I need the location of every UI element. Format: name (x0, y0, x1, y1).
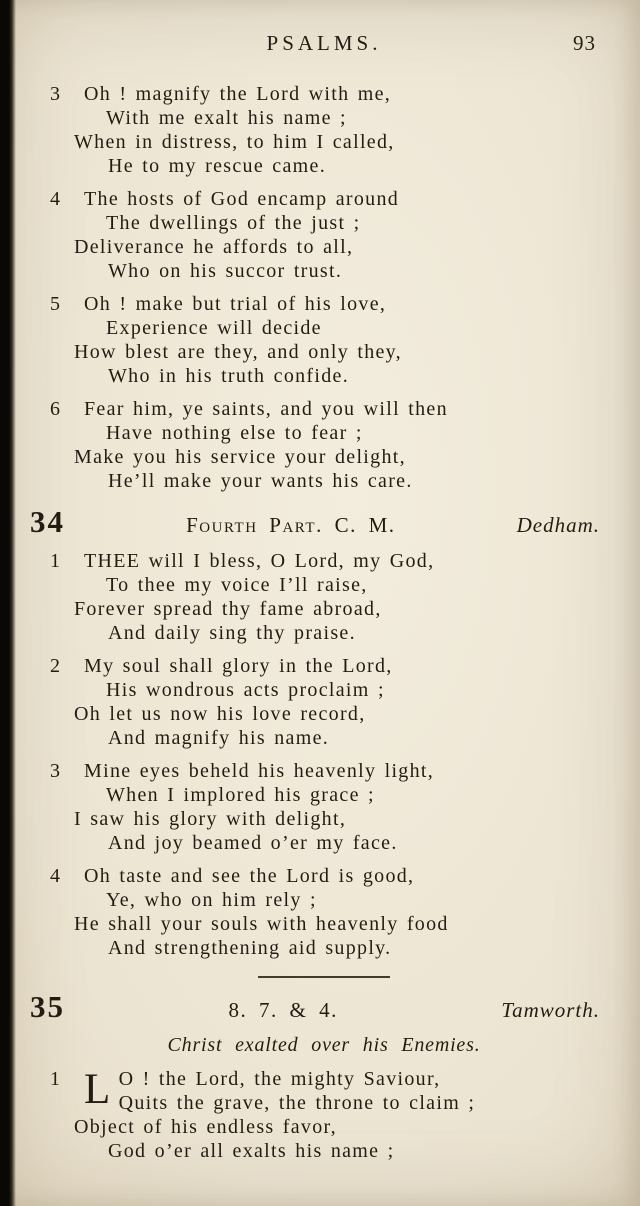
hymn-verse (48, 549, 600, 645)
verse-line: Oh let us now his love record, (74, 703, 366, 725)
hymn-subtitle: Christ exalted over his Enemies. (167, 1034, 481, 1056)
hymn-verse (48, 1067, 600, 1163)
verse-number: 4 (50, 865, 62, 887)
verse-line: THEE will I bless, O Lord, my God, (84, 550, 435, 572)
verse-line: O ! the Lord, the mighty Saviour, (118, 1068, 441, 1090)
dropcap-lines (48, 1067, 600, 1115)
hymn-tune-name: Tamworth. (501, 998, 600, 1022)
hymn-heading (30, 505, 600, 539)
verse-line: Deliverance he affords to all, (74, 236, 354, 258)
page-content (30, 30, 600, 1172)
verse-line: Who in his truth confide. (108, 365, 350, 387)
verse-line: To thee my voice I’ll raise, (106, 574, 368, 596)
hymn-number: 34 (30, 504, 65, 539)
verse-number: 1 (50, 550, 62, 572)
hymn-meter: Fourth Part. C. M. (186, 513, 396, 537)
psalm-verse (48, 292, 600, 388)
verse-line: The hosts of God encamp around (84, 188, 400, 210)
verse-number: 4 (50, 188, 62, 210)
hymn-heading (30, 990, 600, 1024)
verse-line: I saw his glory with delight, (74, 808, 347, 830)
verse-line: Oh taste and see the Lord is good, (84, 865, 415, 887)
verse-line: Make you his service your delight, (74, 446, 406, 468)
verse-number: 3 (50, 760, 62, 782)
verse-line: Oh ! make but trial of his love, (84, 293, 387, 315)
hymn-verse (48, 654, 600, 750)
verse-line: Who on his succor trust. (108, 260, 343, 282)
verse-line: With me exalt his name ; (106, 107, 347, 129)
verse-number: 5 (50, 293, 62, 315)
verse-line: The dwellings of the just ; (106, 212, 361, 234)
page-header (48, 30, 600, 56)
hymn-number: 35 (30, 989, 65, 1024)
psalm-verse (48, 82, 600, 178)
verse-line: God o’er all exalts his name ; (108, 1140, 395, 1162)
verse-line: Fear him, ye saints, and you will then (84, 398, 448, 420)
verse-line: And joy beamed o’er my face. (108, 832, 398, 854)
verse-line: When in distress, to him I called, (74, 131, 395, 153)
verse-line: He shall your souls with heavenly food (74, 913, 449, 935)
binding-edge (0, 0, 16, 1206)
hymn-verse (48, 759, 600, 855)
verse-number: 2 (50, 655, 62, 677)
hymn-tune-name: Dedham. (516, 513, 600, 537)
verse-line: How blest are they, and only they, (74, 341, 402, 363)
drop-cap: L (84, 1066, 112, 1113)
verse-line: He’ll make your wants his care. (108, 470, 413, 492)
verse-line: And daily sing thy praise. (108, 622, 356, 644)
verse-line: Experience will decide (106, 317, 322, 339)
verse-line: My soul shall glory in the Lord, (84, 655, 393, 677)
verse-number: 1 (50, 1068, 62, 1090)
hymn-meter: 8. 7. & 4. (228, 998, 338, 1022)
page-header-title: PSALMS. (266, 31, 382, 55)
verse-number: 3 (50, 83, 62, 105)
verse-line: Oh ! magnify the Lord with me, (84, 83, 392, 105)
verse-line: Ye, who on him rely ; (106, 889, 317, 911)
verse-number: 6 (50, 398, 62, 420)
verse-line: His wondrous acts proclaim ; (106, 679, 385, 701)
verse-line: Mine eyes beheld his heavenly light, (84, 760, 435, 782)
verse-line: Object of his endless favor, (74, 1116, 337, 1138)
section-divider (258, 976, 390, 978)
verse-line: Have nothing else to fear ; (106, 422, 363, 444)
verse-line: He to my rescue came. (108, 155, 326, 177)
hymn-verse (48, 864, 600, 960)
psalm-verse (48, 397, 600, 493)
verse-line: And magnify his name. (108, 727, 330, 749)
verse-line: Forever spread thy fame abroad, (74, 598, 382, 620)
page-number: 93 (573, 31, 596, 55)
psalm-verse (48, 187, 600, 283)
verse-line: When I implored his grace ; (106, 784, 375, 806)
verse-line: Quits the grave, the throne to claim ; (118, 1092, 476, 1114)
verse-line: And strengthening aid supply. (108, 937, 392, 959)
